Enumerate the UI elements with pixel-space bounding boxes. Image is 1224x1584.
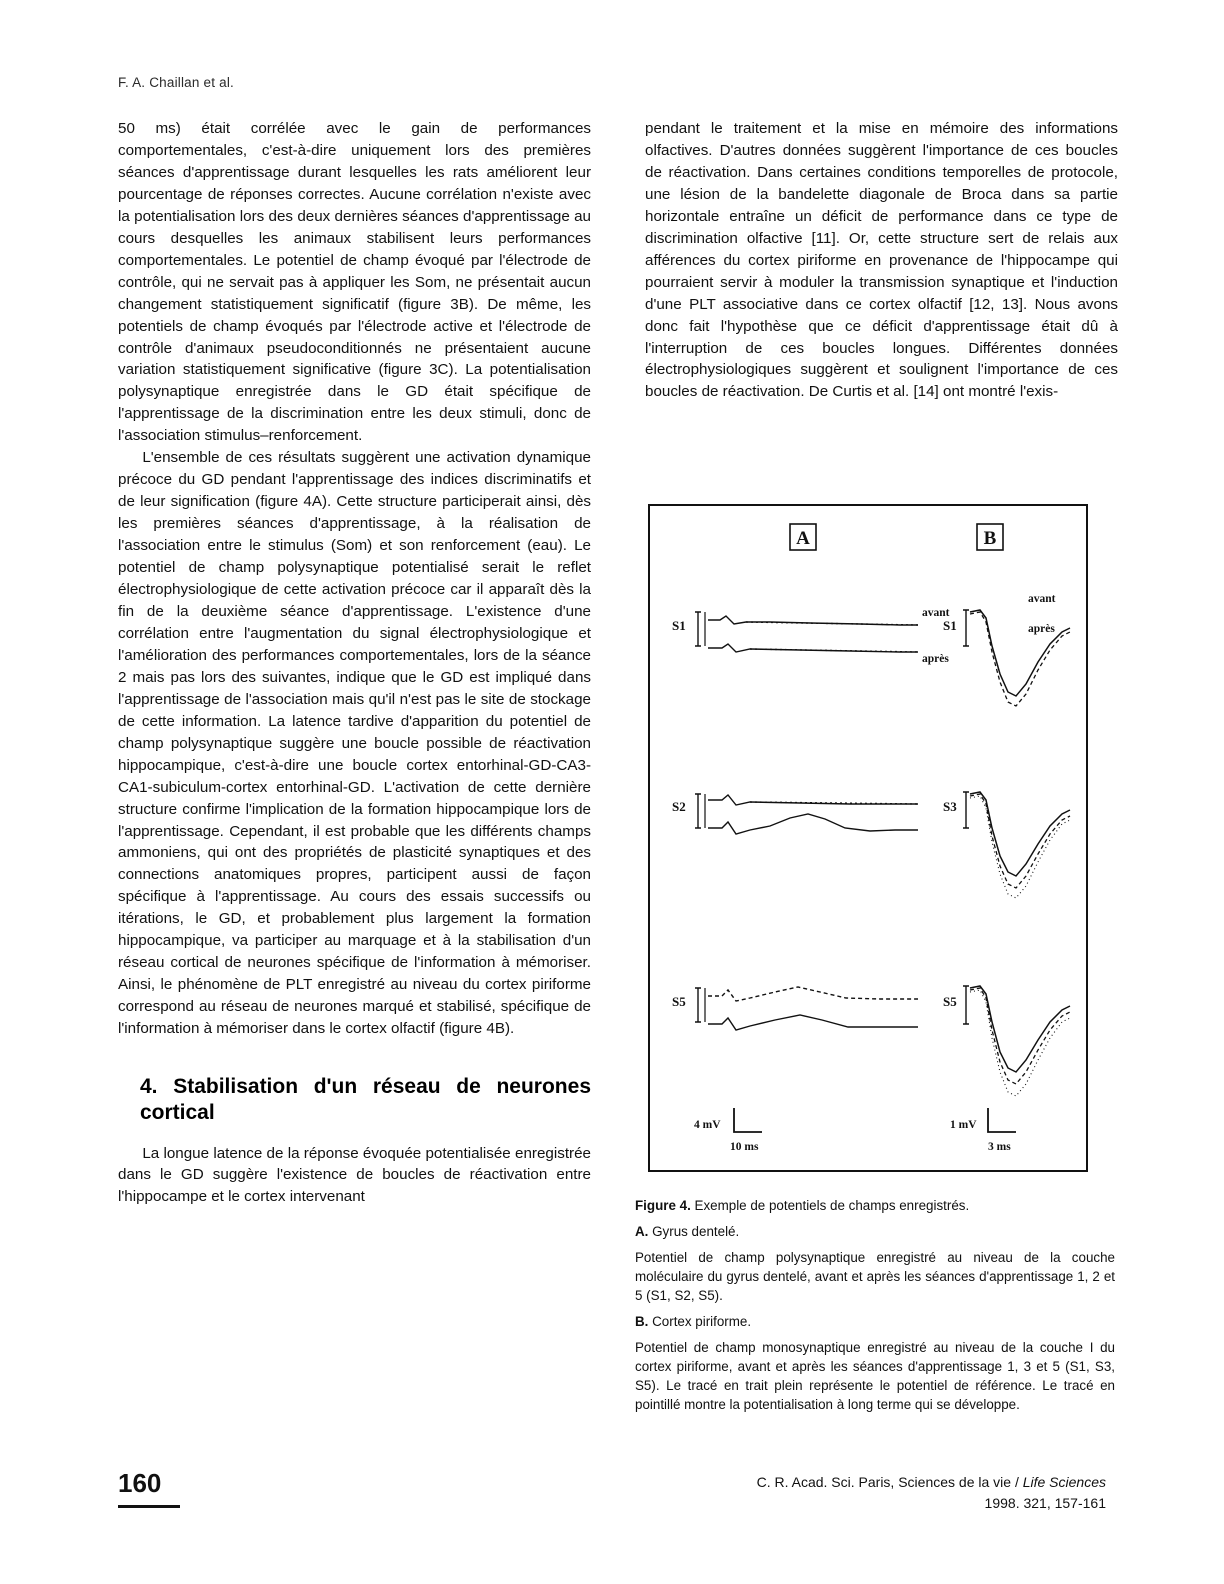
- caption-a-head: [635, 1222, 1115, 1241]
- page-number-rule: [118, 1505, 180, 1508]
- svg-text:avant: avant: [922, 607, 950, 619]
- svg-text:B: B: [983, 528, 997, 549]
- svg-text:S2: S2: [672, 799, 686, 814]
- svg-text:S3: S3: [943, 799, 957, 814]
- svg-text:S5: S5: [943, 994, 957, 1009]
- section-title: 4. Stabilisation d'un réseau de neurones cortical: [140, 1075, 591, 1125]
- svg-text:3 ms: 3 ms: [988, 1141, 1011, 1153]
- journal-footer: [757, 1472, 1106, 1514]
- svg-text:1 mV: 1 mV: [950, 1119, 977, 1131]
- caption-b-rest: Cortex piriforme.: [648, 1314, 752, 1330]
- svg-text:S1: S1: [943, 618, 957, 633]
- caption-a-rest: Gyrus dentelé.: [648, 1224, 740, 1240]
- caption-title-bold: Figure 4.: [635, 1198, 691, 1213]
- caption-title-rest: Exemple de potentiels de champs enregistrés.: [690, 1198, 970, 1213]
- figure-traces-svg: [650, 506, 1086, 1170]
- journal-name: C. R. Acad. Sci. Paris, Sciences de la vie /: [756, 1474, 1023, 1490]
- caption-a-body: Potentiel de champ polysynaptique enregistré au niveau de la couche moléculaire du gyrus dentelé, avant et après les séances d'apprentissage 1, 2 et 5 (S1, S2, S5).: [635, 1250, 1115, 1304]
- left-column: [118, 118, 591, 1208]
- journal-line-1: [757, 1472, 1106, 1493]
- running-head: F. A. Chaillan et al.: [118, 75, 235, 90]
- svg-text:S5: S5: [672, 994, 686, 1009]
- svg-text:S1: S1: [672, 618, 686, 633]
- paragraph: L'ensemble de ces résultats suggèrent une activation dynamique précoce du GD pendant l'apprentissage des indices discriminatifs et de leur signification (figure 4A). Cette structure participerait ainsi, dès les premières séances d'apprentissage, à la réalisation de l'association entre le stimulus (Som) et son renforcement (eau). Le potentiel de champ polysynaptique potentialisé serait le reflet électrophysiologique de cette activation précoce car il apparaît dès la fin de la deuxième séance d'apprentissage. L'existence d'une corrélation entre l'augmentation du signal électrophysiologique et l'amélioration des performances comportementales, lors de la séance 2 mais pas lors des suivantes, indique que le GD est impliqué dans l'apprentissage de l'association mais qu'il n'est pas le site de stockage de cette information. La latence tardive d'apparition du potentiel de champ polysynaptique suggère une boucle possible de réactivation hippocampique, c'est-à-dire une boucle cortex entorhinal-GD-CA3-CA1-subiculum-cortex entorhinal-GD. L'activation de cette dernière structure confirme l'implication de la formation hippocampique lors de l'apprentissage. Cependant, il est probable que les différents champs ammoniens, qui ont des propriétés de plasticité synaptiques et des connections anatomiques propres, participent aussi de façon spécifique à l'apprentissage. Au cours des essais successifs ou itérations, le GD, et probablement plus largement la formation hippocampique, va participer au marquage et à la stabilisation d'un réseau cortical de neurones spécifique de l'information à mémoriser. Ainsi, le phénomène de PLT enregistré au niveau du cortex piriforme correspond au réseau de neurones marqué et stabilisé, spécifique de l'information à mémoriser dans le cortex olfactif (figure 4B).: [118, 449, 591, 1038]
- caption-b-bold: B.: [635, 1314, 649, 1330]
- journal-line-2: 1998. 321, 157-161: [984, 1495, 1106, 1511]
- paragraph: La longue latence de la réponse évoquée potentialisée enregistrée dans le GD suggère l'existence de boucles de réactivation entre l'hippocampe et le cortex intervenant: [118, 1144, 591, 1206]
- caption-title: [635, 1196, 1115, 1215]
- caption-a-bold: A.: [635, 1224, 649, 1240]
- figure-4-image: [648, 504, 1088, 1172]
- svg-text:après: après: [922, 653, 949, 665]
- caption-b-head: [635, 1312, 1115, 1331]
- page-number: 160: [118, 1468, 162, 1498]
- caption-b-body: Potentiel de champ monosynaptique enregistré au niveau de la couche I du cortex piriforme, avant et après les séances d'apprentissage 1, 3 et 5 (S1, S3, S5). Le tracé en trait plein représente le potentiel de référence. Le tracé en pointillé montre la potentialisation à long terme qui se développe.: [635, 1340, 1115, 1413]
- right-column: [645, 118, 1118, 403]
- paragraph: 50 ms) était corrélée avec le gain de performances comportementales, c'est-à-dire uniquement lors des premières séances d'apprentissage durant lesquelles les rats améliorent leur pourcentage de réponses correctes. Aucune corrélation n'existe avec la potentialisation lors des deux dernières séances d'apprentissage au cours desquelles les animaux stabilisent leurs performances comportementales. Le potentiel de champ évoqué par l'électrode de contrôle, qui ne servait pas à appliquer les Som, ne présentait aucun changement statistiquement significatif (figure 3B). De même, les potentiels de champ évoqués par l'électrode active et l'électrode de contrôle d'animaux pseudoconditionnés ne présentaient aucune variation statistiquement significative (figure 3C). La potentialisation polysynaptique enregistrée dans le GD était spécifique de l'apprentissage de la discrimination entre les deux stimuli, donc de l'association stimulus–renforcement.: [118, 120, 591, 445]
- svg-text:4 mV: 4 mV: [694, 1119, 721, 1131]
- journal-name-italic: Life Sciences: [1022, 1474, 1106, 1490]
- svg-text:A: A: [796, 528, 810, 549]
- figure-caption: [635, 1196, 1115, 1421]
- svg-text:après: après: [1028, 623, 1055, 635]
- paragraph: pendant le traitement et la mise en mémoire des informations olfactives. D'autres données suggèrent l'importance de ces boucles de réactivation. Dans certaines conditions temporelles de protocole, une lésion de la bandelette diagonale de Broca dans sa partie horizontale entraîne un déficit de performance dans ce type de discrimination olfactive [11]. Or, cette structure sert de relais aux afférences du cortex piriforme en provenance de l'hippocampe qui pourraient servir à moduler la transmission synaptique et l'induction d'une PLT associative dans ce cortex olfactif [12, 13]. Nous avons donc fait l'hypothèse que ce déficit d'apprentissage était dû à l'interruption de ces boucles longues. Différentes données électrophysiologiques suggèrent et soulignent l'importance de ces boucles de réactivation. De Curtis et al. [14] ont montré l'exis-: [645, 120, 1118, 401]
- svg-text:avant: avant: [1028, 593, 1056, 605]
- svg-text:10 ms: 10 ms: [730, 1141, 759, 1153]
